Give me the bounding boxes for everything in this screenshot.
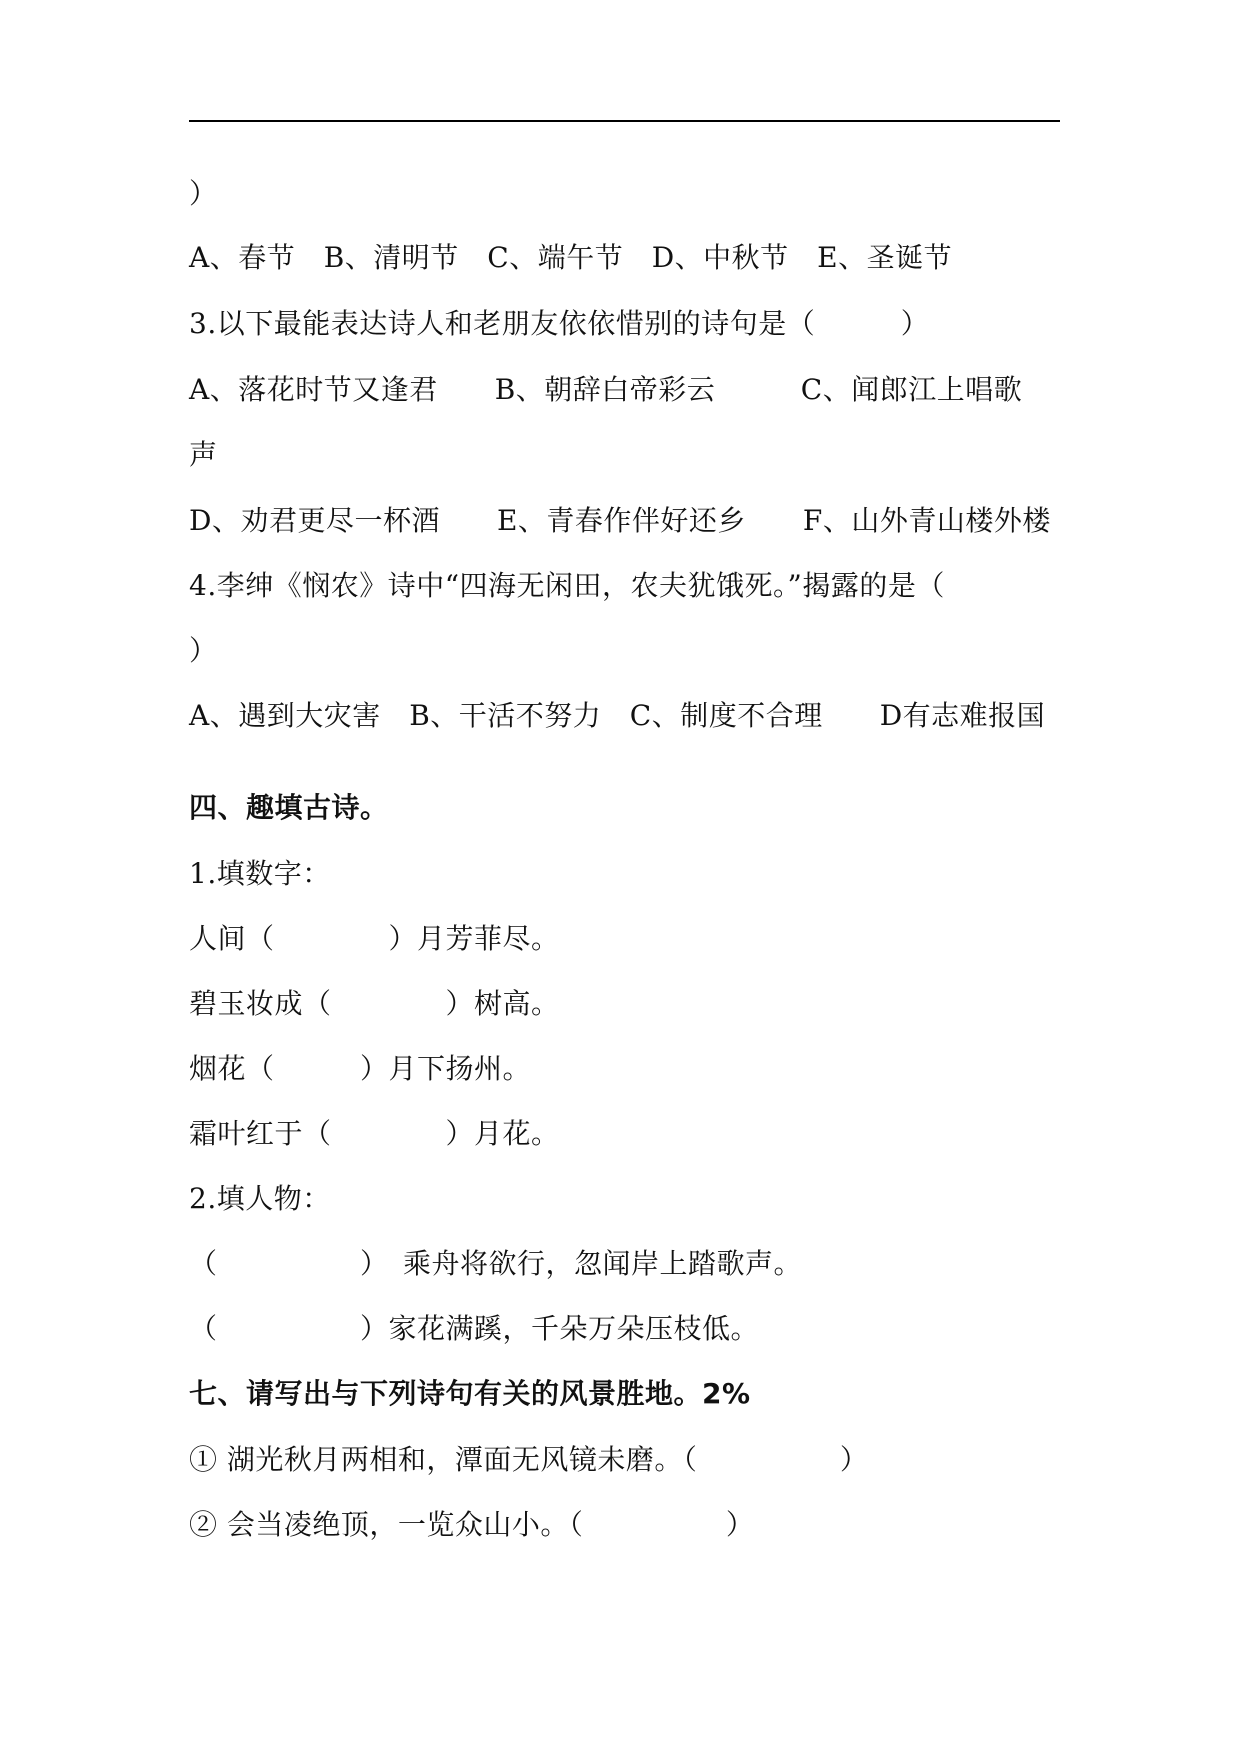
section-4-heading: 四、趣填古诗。 [189, 791, 389, 824]
question-4: 4.李绅《悯农》诗中“四海无闲田，农夫犹饿死。”揭露的是（ [189, 569, 945, 602]
fill-numbers-label: 1.填数字： [189, 857, 331, 890]
scenic-question-2: ② 会当凌绝顶，一览众山小。（ ） [189, 1508, 755, 1541]
fill-person-line-1: （ ） 乘舟将欲行，忽闻岸上踏歌声。 [189, 1247, 803, 1280]
header-rule [189, 120, 1060, 122]
continuation-paren-q2: ） [189, 177, 218, 210]
q3-options-row-1-wrap: 声 [189, 438, 218, 471]
q3-options-row-1: A、落花时节又逢君 B、朝辞白帝彩云 C、闻郎江上唱歌 [189, 373, 1023, 406]
q4-options: A、遇到大灾害 B、干活不努力 C、制度不合理 D有志难报国 [189, 699, 1046, 732]
continuation-paren-q4: ） [189, 634, 218, 667]
fill-person-line-2: （ ）家花满蹊，千朵万朵压枝低。 [189, 1312, 760, 1345]
fill-number-line-2: 碧玉妆成（ ）树高。 [189, 987, 560, 1020]
fill-number-line-3: 烟花（ ）月下扬州。 [189, 1052, 532, 1085]
section-7-heading: 七、请写出与下列诗句有关的风景胜地。2% [189, 1377, 751, 1410]
scenic-question-1: ① 湖光秋月两相和，潭面无风镜未磨。（ ） [189, 1443, 869, 1476]
fill-person-label: 2.填人物： [189, 1182, 331, 1215]
q3-options-row-2: D、劝君更尽一杯酒 E、青春作伴好还乡 F、山外青山楼外楼 [189, 504, 1051, 537]
fill-number-line-4: 霜叶红于（ ）月花。 [189, 1117, 560, 1150]
question-3: 3.以下最能表达诗人和老朋友依依惜别的诗句是（ ） [189, 307, 930, 340]
q2-options: A、春节 B、清明节 C、端午节 D、中秋节 E、圣诞节 [189, 241, 953, 274]
fill-number-line-1: 人间（ ）月芳菲尽。 [189, 922, 560, 955]
